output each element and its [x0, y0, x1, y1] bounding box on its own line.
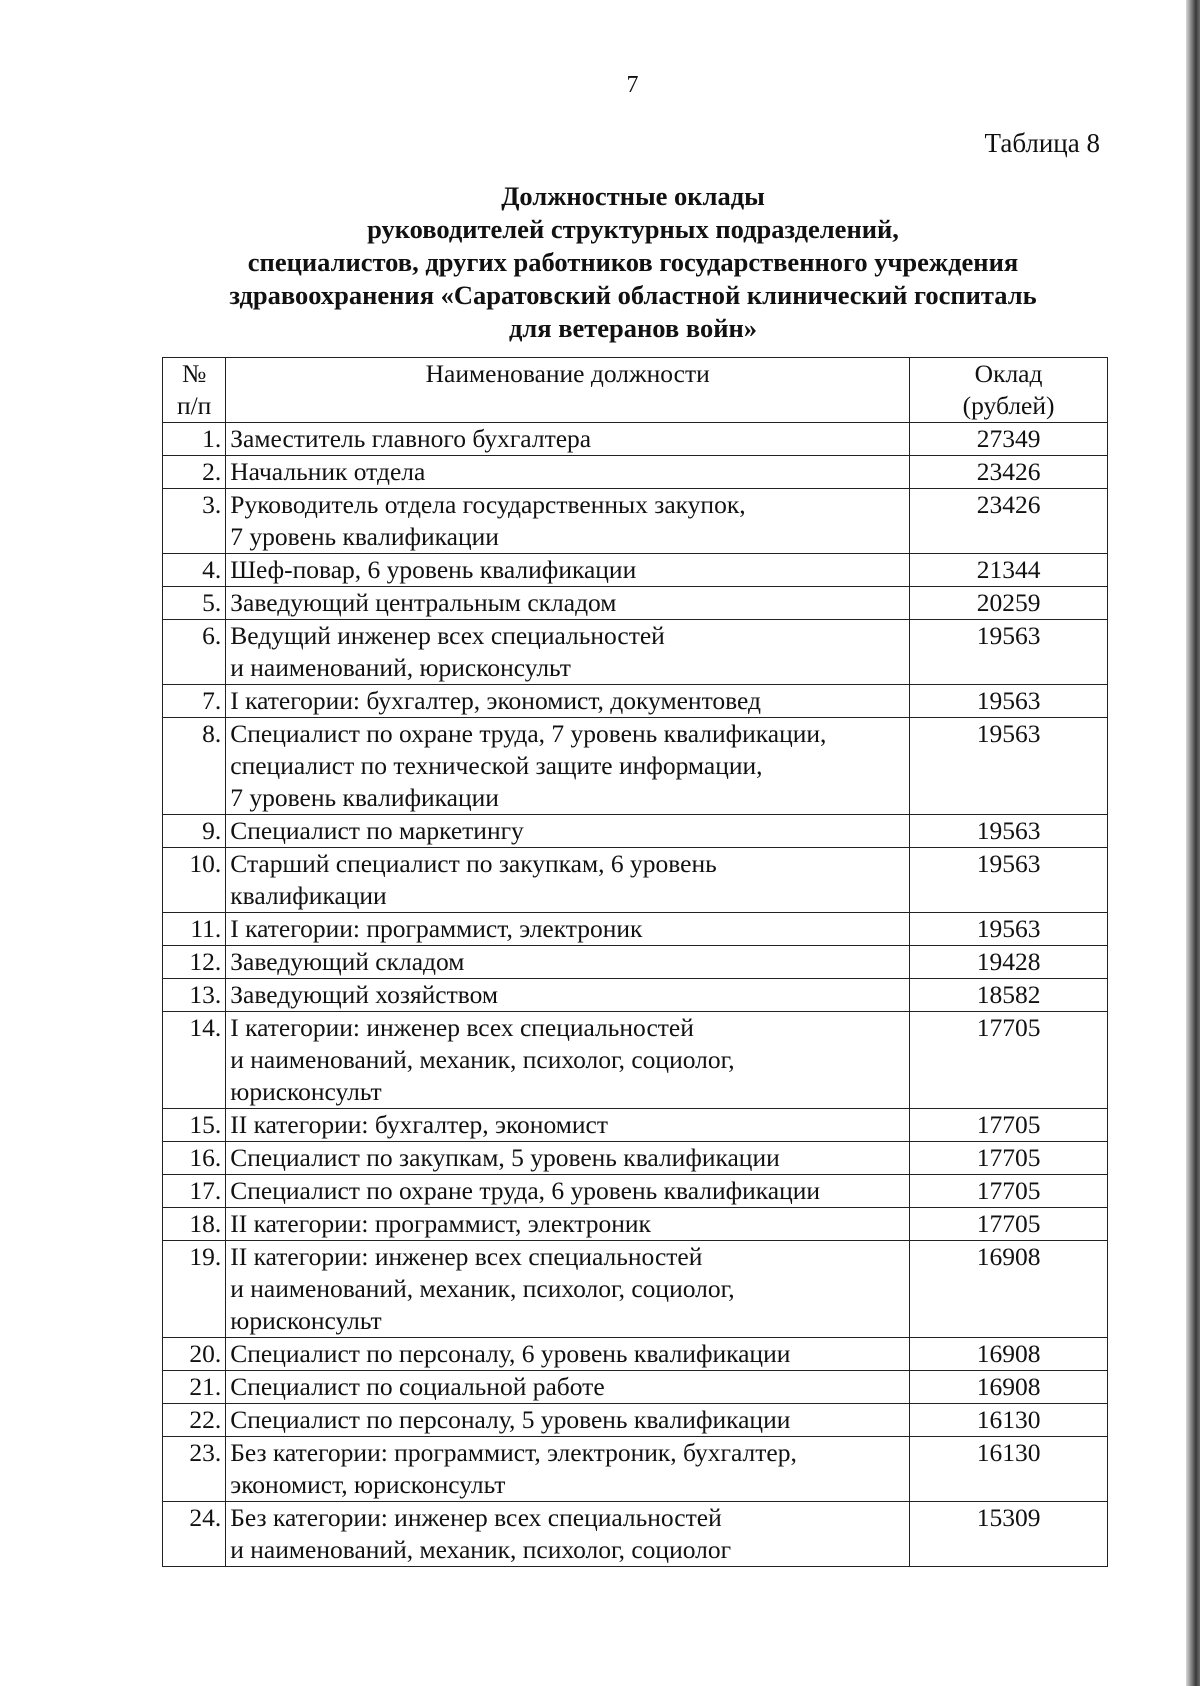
position-name-line: и наименований, механик, психолог, социолог — [230, 1535, 732, 1564]
table-row — [163, 1142, 1108, 1175]
page-number: 7 — [626, 72, 639, 98]
position-name-line: Заведующий центральным складом — [230, 588, 617, 617]
position-name — [226, 848, 910, 913]
table-row — [163, 1241, 1108, 1338]
position-name — [226, 620, 910, 685]
salary-value: 18582 — [910, 979, 1108, 1012]
salary-value: 19428 — [910, 946, 1108, 979]
position-name-line: Специалист по персоналу, 5 уровень квалификации — [230, 1405, 791, 1434]
position-name-line: II категории: программист, электроник — [230, 1209, 651, 1238]
title-line: здравоохранения «Саратовский областной клинический госпиталь — [229, 280, 1037, 310]
position-name — [226, 1109, 910, 1142]
salary-value: 16130 — [910, 1404, 1108, 1437]
position-name-line: Специалист по закупкам, 5 уровень квалификации — [230, 1143, 780, 1172]
position-name-line: II категории: инженер всех специальностей — [230, 1242, 703, 1271]
table-row — [163, 1404, 1108, 1437]
row-number: 3. — [163, 489, 226, 554]
row-number: 24. — [163, 1502, 226, 1567]
table-row — [163, 718, 1108, 815]
salary-value: 16908 — [910, 1371, 1108, 1404]
position-name-line: Специалист по охране труда, 7 уровень квалификации, — [230, 719, 827, 748]
salary-value: 20259 — [910, 587, 1108, 620]
title-line: руководителей структурных подразделений, — [367, 214, 899, 244]
table-row — [163, 1338, 1108, 1371]
row-number: 8. — [163, 718, 226, 815]
salary-value: 19563 — [910, 685, 1108, 718]
title-line: для ветеранов войн» — [508, 313, 758, 343]
position-name — [226, 1208, 910, 1241]
position-name-line: II категории: бухгалтер, экономист — [230, 1110, 608, 1139]
salary-value: 19563 — [910, 620, 1108, 685]
table-row — [163, 620, 1108, 685]
position-name-line: Старший специалист по закупкам, 6 уровень — [230, 849, 717, 878]
table-row — [163, 1012, 1108, 1109]
row-number: 4. — [163, 554, 226, 587]
row-number: 13. — [163, 979, 226, 1012]
row-number: 2. — [163, 456, 226, 489]
position-name-line: Специалист по маркетингу — [230, 816, 524, 845]
position-name-line: I категории: инженер всех специальностей — [230, 1013, 694, 1042]
salary-value: 19563 — [910, 718, 1108, 815]
table-row — [163, 1437, 1108, 1502]
row-number: 17. — [163, 1175, 226, 1208]
title-line: Должностные оклады — [501, 181, 765, 211]
position-name — [226, 815, 910, 848]
position-name-line: Заместитель главного бухгалтера — [230, 424, 592, 453]
position-name-line: 7 уровень квалификации — [230, 522, 499, 551]
salary-value: 17705 — [910, 1208, 1108, 1241]
salary-value: 17705 — [910, 1109, 1108, 1142]
row-number: 21. — [163, 1371, 226, 1404]
position-name-line: экономист, юрисконсульт — [230, 1470, 506, 1499]
salary-value: 23426 — [910, 489, 1108, 554]
table-row — [163, 423, 1108, 456]
salary-value: 17705 — [910, 1142, 1108, 1175]
position-name-line: квалификации — [230, 881, 387, 910]
position-name-line: Шеф-повар, 6 уровень квалификации — [230, 555, 637, 584]
position-name-line: юрисконсульт — [230, 1306, 382, 1335]
row-number: 19. — [163, 1241, 226, 1338]
row-number: 15. — [163, 1109, 226, 1142]
row-number: 5. — [163, 587, 226, 620]
row-number: 7. — [163, 685, 226, 718]
position-name-line: I категории: бухгалтер, экономист, документовед — [230, 686, 761, 715]
row-number: 11. — [163, 913, 226, 946]
table-row — [163, 1502, 1108, 1567]
salary-value: 19563 — [910, 815, 1108, 848]
header-salary-label: Оклад — [974, 359, 1043, 388]
table-row — [163, 554, 1108, 587]
position-name — [226, 685, 910, 718]
position-name-line: 7 уровень квалификации — [230, 783, 499, 812]
row-number: 18. — [163, 1208, 226, 1241]
row-number: 20. — [163, 1338, 226, 1371]
position-name — [226, 1371, 910, 1404]
row-number: 23. — [163, 1437, 226, 1502]
table-row — [163, 1371, 1108, 1404]
table-row — [163, 1109, 1108, 1142]
header-position-name: Наименование должности — [226, 358, 910, 423]
position-name-line: специалист по технической защите информации, — [230, 751, 763, 780]
position-name — [226, 1338, 910, 1371]
position-name — [226, 1241, 910, 1338]
table-row — [163, 489, 1108, 554]
salary-value: 16908 — [910, 1241, 1108, 1338]
salary-value: 19563 — [910, 913, 1108, 946]
position-name-line: Без категории: инженер всех специальностей — [230, 1503, 722, 1532]
title-line: специалистов, других работников государственного учреждения — [247, 247, 1019, 277]
salary-value: 15309 — [910, 1502, 1108, 1567]
header-salary-unit: (рублей) — [962, 391, 1055, 420]
row-number: 16. — [163, 1142, 226, 1175]
header-salary — [910, 358, 1108, 423]
position-name — [226, 1012, 910, 1109]
salary-value: 27349 — [910, 423, 1108, 456]
position-name — [226, 1437, 910, 1502]
position-name-line: и наименований, механик, психолог, социолог, — [230, 1045, 735, 1074]
position-name-line: I категории: программист, электроник — [230, 914, 643, 943]
header-number-symbol: № — [181, 359, 207, 388]
position-name — [226, 456, 910, 489]
salary-value: 17705 — [910, 1012, 1108, 1109]
position-name — [226, 1175, 910, 1208]
table-row — [163, 848, 1108, 913]
position-name — [226, 913, 910, 946]
row-number: 1. — [163, 423, 226, 456]
position-name-line: Без категории: программист, электроник, бухгалтер, — [230, 1438, 797, 1467]
position-name-line: Руководитель отдела государственных закупок, — [230, 490, 746, 519]
position-name — [226, 946, 910, 979]
row-number: 6. — [163, 620, 226, 685]
salary-table — [162, 357, 1108, 1567]
position-name-line: юрисконсульт — [230, 1077, 382, 1106]
salary-value: 21344 — [910, 554, 1108, 587]
salary-value: 23426 — [910, 456, 1108, 489]
header-number-abbrev: п/п — [176, 391, 212, 420]
row-number: 22. — [163, 1404, 226, 1437]
table-row — [163, 587, 1108, 620]
position-name — [226, 423, 910, 456]
table-row — [163, 815, 1108, 848]
position-name — [226, 1142, 910, 1175]
table-row — [163, 1175, 1108, 1208]
salary-value: 16130 — [910, 1437, 1108, 1502]
table-row — [163, 913, 1108, 946]
position-name-line: Специалист по персоналу, 6 уровень квалификации — [230, 1339, 791, 1368]
position-name — [226, 489, 910, 554]
row-number: 10. — [163, 848, 226, 913]
table-header-row — [163, 358, 1108, 423]
position-name — [226, 554, 910, 587]
table-row — [163, 456, 1108, 489]
header-number — [163, 358, 226, 423]
position-name — [226, 979, 910, 1012]
position-name-line: Специалист по охране труда, 6 уровень квалификации — [230, 1176, 821, 1205]
table-label: Таблица 8 — [984, 128, 1100, 158]
document-title — [150, 180, 1116, 345]
position-name-line: Заведующий хозяйством — [230, 980, 499, 1009]
scan-edge-shadow — [1186, 0, 1200, 1686]
salary-value: 16908 — [910, 1338, 1108, 1371]
position-name — [226, 1502, 910, 1567]
position-name-line: Специалист по социальной работе — [230, 1372, 605, 1401]
position-name-line: Начальник отдела — [230, 457, 426, 486]
table-row — [163, 1208, 1108, 1241]
table-row — [163, 979, 1108, 1012]
salary-value: 17705 — [910, 1175, 1108, 1208]
salary-value: 19563 — [910, 848, 1108, 913]
table-body — [163, 423, 1108, 1567]
position-name-line: и наименований, юрисконсульт — [230, 653, 571, 682]
position-name — [226, 718, 910, 815]
position-name-line: и наименований, механик, психолог, социолог, — [230, 1274, 735, 1303]
table-row — [163, 946, 1108, 979]
row-number: 9. — [163, 815, 226, 848]
row-number: 12. — [163, 946, 226, 979]
position-name — [226, 587, 910, 620]
position-name-line: Заведующий складом — [230, 947, 465, 976]
table-row — [163, 685, 1108, 718]
position-name — [226, 1404, 910, 1437]
position-name-line: Ведущий инженер всех специальностей — [230, 621, 665, 650]
row-number: 14. — [163, 1012, 226, 1109]
